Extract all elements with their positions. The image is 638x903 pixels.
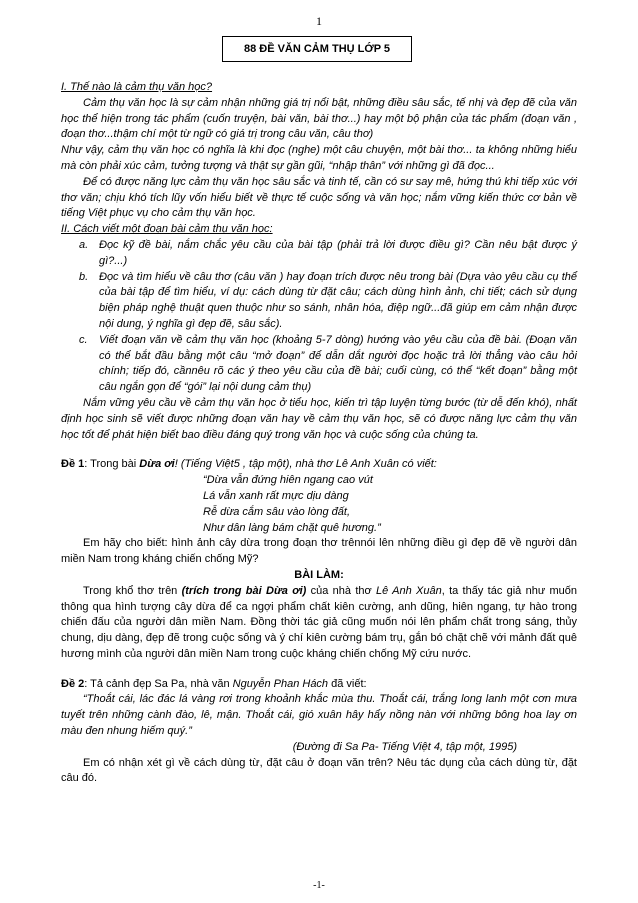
list-item-label: c. (79, 333, 88, 346)
poem-line: Rễ dừa cắm sâu vào lòng đất, (203, 505, 351, 518)
list-item (61, 238, 577, 270)
list-item-text: Đọc và tìm hiểu về câu thơ (câu văn ) hay đoạn trích được nêu trong bài (Dựa vào yêu cầu cụ thể của bài tập để tìm hiểu, ví dụ: cách dùng từ đặt câu; cách dùng hình ảnh, chi tiết; cách sử dụng biện pháp nghệ thuật quen thuộc như so sánh, nhân hóa, điệp ngữ...đã giúp em cảm nhận được nội dung, ý nghĩa gì đẹp đẽ, sâu sắc). (99, 270, 577, 330)
list-item (61, 270, 577, 333)
answer-heading: BÀI LÀM: (294, 568, 344, 581)
poem-line: Lá vẫn xanh rất mực dịu dàng (203, 489, 349, 502)
section-1-paragraph: Cảm thụ văn học là sự cảm nhận những giá trị nổi bật, những điều sâu sắc, tế nhị và đẹp đẽ của văn học thể hiện trong tác phẩm (cuốn truyện, bài văn, bài thơ...) hay một bộ phận của tác phẩm (đoạn văn , đoạn thơ...thậm chí một từ ngữ có giá trị trong câu văn, câu thơ) (61, 96, 577, 141)
list-item (61, 333, 577, 396)
section-1-paragraph: Như vậy, cảm thụ văn học có nghĩa là khi đọc (nghe) một câu chuyện, một bài thơ... ta không những hiểu mà còn phải xúc cảm, tưởng tượng và thật sự gần gũi, “nhập thân” với những gì đã đọc... (61, 144, 577, 172)
section-2-heading: II. Cách viết một đoạn bài cảm thụ văn học: (61, 223, 273, 236)
exercise-2-label: Đề 2 (61, 677, 85, 690)
document-body (61, 80, 577, 787)
exercise-2-intro: Đề 2: Tả cảnh đẹp Sa Pa, nhà văn Nguyễn Phan Hách đã viết: (61, 677, 367, 690)
section-1-paragraph: Để có được năng lực cảm thụ văn học sâu sắc và tinh tế, cần có sư say mê, hứng thú khi tiếp xúc với thơ văn; chịu khó tích lũy vốn hiểu biết về thực tế cuộc sống và văn học; nắm vững kiến thức cơ bản về tiếng Việt phục vụ cho cảm thụ văn học. (61, 175, 577, 220)
section-2-closing: Nắm vững yêu cầu về cảm thụ văn học ở tiểu học, kiến trì tập luyện từng bước (từ dễ đến khó), nhất định học sinh sẽ viết được những đoạn văn hay về cảm thụ văn học, sẽ có được năng lực cảm thụ văn học tốt để phát hiện biết bao điều đáng quý trong văn học và cuộc sống của chúng ta. (61, 396, 577, 441)
exercise-1-answer: Trong khổ thơ trên (trích trong bài Dừa ơi) của nhà thơ Lê Anh Xuân, ta thấy tác giả như muốn thông qua hình tượng cây dừa để ca ngợi phẩm chất kiên cường, anh dũng, hiên ngang, tự hào trong chiến đấu của người dân miền Nam. Đồng thời tác giả cũng muốn nói lên phẩm chất trong sáng, thủy chung, dịu dàng, đẹp đẽ trong cuộc sống và ý chí kiên cường bám trụ, gắn bó chặt chẽ với mảnh đất quê hương mình của người dân miền Nam trong cuộc kháng chiến chống Mỹ cứu nước. (61, 584, 578, 660)
list-item-text: Viết đoạn văn về cảm thụ văn học (khoảng 5-7 dòng) hướng vào yêu cầu của đề bài. (Đoạn văn có thể bắt đầu bằng một câu “mở đoạn” để dẫn dắt người đọc hoặc trả lời thẳng vào câu hỏi chính; tiếp đó, cầnnêu rõ các ý theo yêu cầu của đề bài; cuối cùng, có thể “kết đoạn” bằng một câu ngắn gọn để “gói” lại nội dung cảm thụ) (99, 333, 577, 394)
list-item-label: b. (79, 270, 89, 283)
list-item-text: Đọc kỹ đề bài, nắm chắc yêu cầu của bài tập (phải trả lời được điều gì? Cần nêu bật được ý gì?...) (99, 238, 577, 267)
steps-list (61, 238, 577, 396)
exercise-1-label: Đề 1 (61, 458, 85, 471)
exercise-1-intro: Đề 1: Trong bài Dừa ơi! (Tiếng Việt5 , tập một), nhà thơ Lê Anh Xuân có viết: (61, 458, 437, 471)
poem-line: Như dân làng bám chặt quê hương.” (203, 521, 381, 534)
poem-excerpt (61, 473, 577, 536)
exercise-2-quote: “Thoắt cái, lác đác lá vàng rơi trong khoảnh khắc mùa thu. Thoắt cái, trắng long lanh một cơn mưa tuyết trên những cành đào, lê, mận. Thoắt cái, gió xuân hây hẩy nồng nàn với những bông hoa lay ơn màu đen nhung hiếm quý.” (61, 693, 577, 738)
section-1-heading: I. Thế nào là cảm thụ văn học? (61, 81, 213, 93)
quote-source: (Đường đi Sa Pa- Tiếng Việt 4, tập một, 1995) (292, 740, 517, 753)
page-number-top: 1 (316, 14, 322, 28)
exercise-2-question: Em có nhận xét gì về cách dùng từ, đặt câu ở đoạn văn trên? Nêu tác dụng của cách dùng từ, đặt câu đó. (61, 756, 577, 785)
page-number-bottom: -1- (313, 880, 325, 891)
document-title: 88 ĐỀ VĂN CẢM THỤ LỚP 5 (222, 36, 412, 62)
poem-title: Dừa ơi (139, 458, 175, 471)
list-item-label: a. (79, 238, 89, 251)
poem-line: “Dừa vẫn đứng hiên ngang cao vút (203, 474, 373, 487)
exercise-1-question: Em hãy cho biết: hình ảnh cây dừa trong đoạn thơ trênnói lên những điều gì đẹp đẽ về người dân miền Nam trong kháng chiến chống Mỹ? (61, 537, 577, 566)
